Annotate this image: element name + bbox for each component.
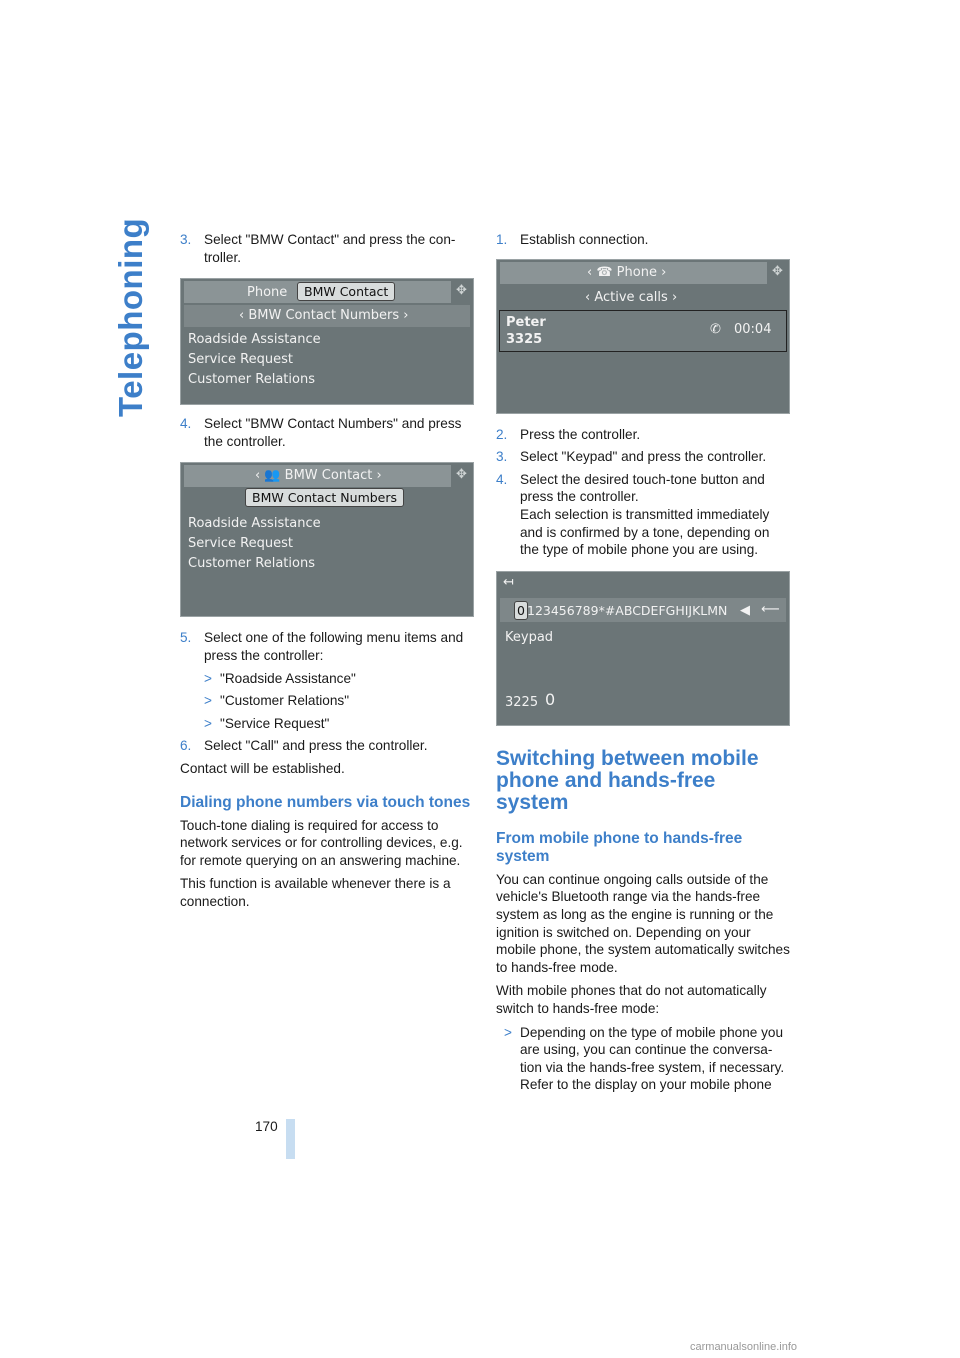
idrive-screen-keypad	[496, 571, 790, 726]
chevron-left-icon: ‹	[587, 264, 597, 280]
header-row	[255, 467, 382, 485]
paragraph-switch-2: With mobile phones that do not automatically switch to hands-free mode:	[496, 983, 767, 1016]
chapter-side-title	[112, 217, 162, 422]
step-text: Select the desired touch-tone button and press the controller.	[520, 471, 765, 505]
paragraph-dialing-1: Touch-tone dialing is required for access to network services or for controlling devices, e.g. for remote querying on an answering machine.	[180, 817, 463, 868]
subheader-row	[585, 289, 677, 307]
list-item: > Depending on the type of mobile phone you are using, you can continue the conversa-tion via the hands-free system, if necessary. Refer to the display on your mobile phone	[504, 1024, 785, 1093]
tab-phone: Phone	[247, 285, 288, 301]
move-icon: ✥	[456, 467, 467, 483]
contact-icon: 👥	[264, 468, 285, 484]
dialed-number: 3225	[505, 694, 539, 710]
subheader-label: Active calls	[594, 289, 668, 305]
step-5	[180, 629, 475, 664]
step-4	[180, 415, 475, 450]
heading-switching: Switching between mobile phone and hands-free system	[496, 746, 759, 814]
delete-icon: ◀	[740, 602, 750, 618]
tab-bmw-contact-selected: BMW Contact	[297, 282, 395, 301]
list-item: > "Service Request"	[204, 715, 330, 731]
menu-item-roadside: Roadside Assistance	[188, 332, 321, 348]
step-text: Select one of the following menu items and press the controller:	[204, 630, 464, 663]
step-number: 3.	[496, 449, 508, 465]
chevron-right-icon: ›	[667, 289, 678, 305]
contact-established-text: Contact will be established.	[180, 760, 345, 776]
step-text: Select "BMW Contact" and press the con-troller.	[204, 232, 456, 265]
idrive-screen-bmw-contact	[180, 278, 474, 405]
menu-item-service: Service Request	[188, 536, 293, 552]
step-number: 6.	[180, 738, 192, 754]
phone-handset-icon: ☎	[596, 264, 617, 280]
page-number-bar	[286, 1119, 295, 1159]
list-item: > "Roadside Assistance"	[204, 670, 356, 686]
step-text: Select "Keypad" and press the controller.	[520, 449, 767, 465]
chapter-title-text: Telephoning	[112, 217, 149, 417]
step-number: 3.	[180, 232, 192, 247]
step-extra-text: Each selection is transmitted immediately and is confirmed by a tone, depending on the type of mobile phone you are using.	[520, 506, 770, 558]
chevron-right-icon: ›	[372, 468, 382, 484]
move-icon: ✥	[456, 283, 467, 299]
chevron-right-icon: ›	[399, 308, 409, 324]
move-icon: ✥	[772, 263, 783, 279]
call-handset-icon: ✆	[710, 321, 721, 337]
subheader-row	[239, 307, 409, 325]
keypad-label: Keypad	[505, 629, 554, 645]
paragraph-switch-1: You can continue ongoing calls outside of the vehicle's Bluetooth range via the hands-free system as long as the engine is running or the ignition is switched on. Depending on your mobile phone, the system automatically switches to hands-free mode.	[496, 871, 790, 975]
entered-digit: 0	[545, 689, 556, 709]
paragraph-dialing-2: This function is available whenever there is a connection.	[180, 876, 451, 909]
watermark: carmanualsonline.info	[690, 1341, 798, 1353]
chevron-left-icon: ‹	[585, 289, 595, 305]
enter-arrow-icon: ⟵	[761, 601, 780, 617]
step-3	[180, 231, 475, 266]
active-call-row	[499, 310, 787, 352]
header-row	[587, 264, 666, 282]
page-number: 170	[255, 1119, 278, 1134]
keypad-characters: 123456789*#ABCDEFGHIJKLMN	[527, 602, 728, 618]
call-duration: 00:04	[734, 321, 772, 337]
step-number: 5.	[180, 630, 192, 646]
step-3b	[496, 448, 792, 466]
selected-contact-numbers: BMW Contact Numbers	[245, 488, 404, 507]
step-number: 2.	[496, 426, 508, 442]
caller-name: Peter	[506, 314, 546, 330]
step-number: 4.	[180, 416, 192, 432]
header-label: BMW Contact	[284, 468, 373, 484]
caller-number: 3325	[506, 331, 543, 347]
step-text: Establish connection.	[520, 232, 649, 247]
chevron-left-icon: ‹	[255, 468, 265, 484]
step-text: Select "BMW Contact Numbers" and press the controller.	[204, 416, 462, 449]
key-selected: 0	[514, 601, 528, 620]
idrive-screen-active-calls	[496, 259, 790, 414]
menu-item-roadside: Roadside Assistance	[188, 516, 321, 532]
menu-item-customer: Customer Relations	[188, 556, 315, 572]
step-2	[496, 426, 792, 444]
menu-item-customer: Customer Relations	[188, 372, 315, 388]
left-column	[180, 231, 475, 917]
subheader-label: BMW Contact Numbers	[248, 308, 400, 324]
menu-item-service: Service Request	[188, 352, 293, 368]
list-item: > "Customer Relations"	[204, 693, 350, 709]
heading-from-mobile: From mobile phone to hands-free system	[496, 829, 743, 865]
step-4b	[496, 471, 792, 559]
header-label: Phone	[616, 264, 657, 280]
idrive-screen-contact-numbers	[180, 462, 474, 617]
chevron-right-icon: ›	[656, 264, 667, 280]
step-text: Select "Call" and press the controller.	[204, 738, 428, 754]
heading-dialing-touch-tones: Dialing phone numbers via touch tones	[180, 793, 471, 811]
step-6	[180, 737, 475, 755]
back-arrow-icon: ↤	[503, 574, 514, 590]
chevron-left-icon: ‹	[239, 308, 249, 324]
step-number: 4.	[496, 471, 508, 487]
step-1	[496, 231, 792, 249]
right-column	[496, 231, 792, 1099]
step-number: 1.	[496, 232, 508, 247]
step-text: Press the controller.	[520, 426, 641, 442]
